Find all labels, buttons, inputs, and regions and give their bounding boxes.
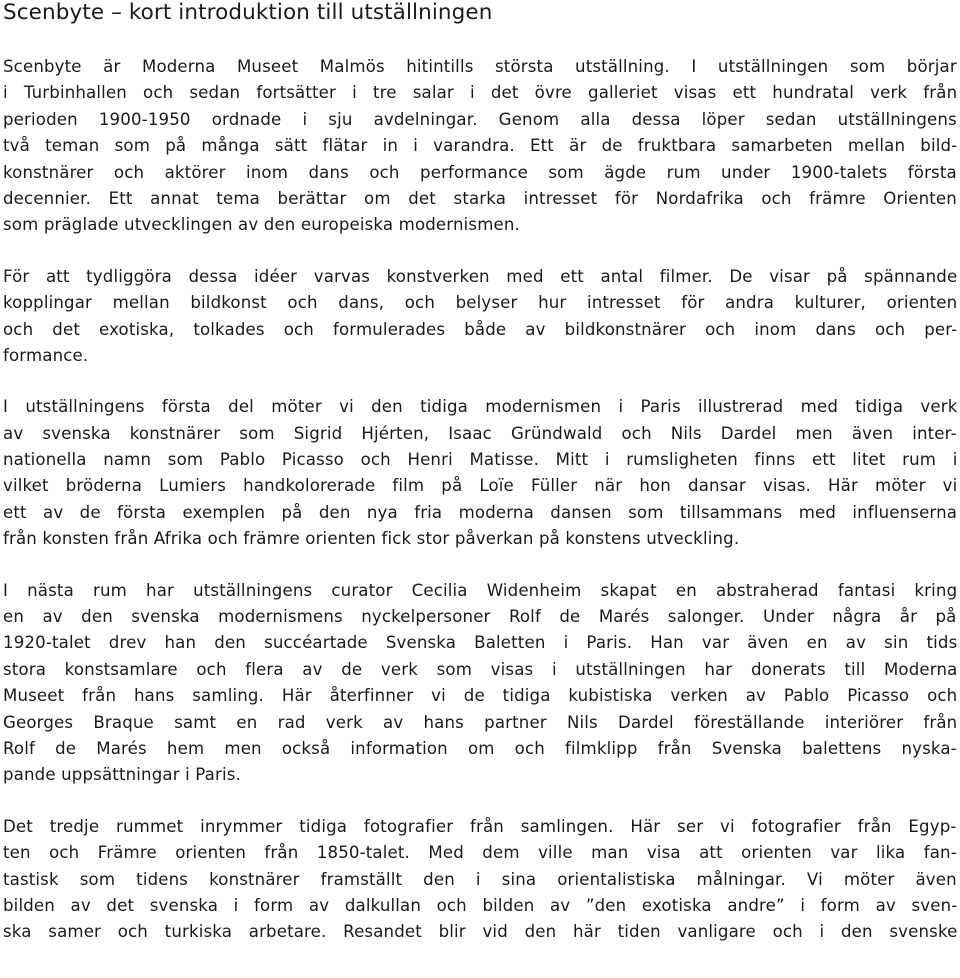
paragraph-first-part [3,394,957,552]
text-line: I utställningens första del möter vi den tidiga modernismen i Paris illustrerad med tidiga verk [3,397,957,417]
paragraph-films [3,264,957,370]
paragraph-next-room [3,578,957,789]
text-line: vilket bröderna Lumiers handkolorerade film på Loïe Füller när hon dansar visas. Här möter vi [3,476,957,496]
text-line: en av den svenska modernismens nyckelpersoner Rolf de Marés salonger. Under några år på [3,607,957,627]
text-line: perioden 1900-1950 ordnade i sju avdelningar. Genom alla dessa löper sedan utställningens [3,109,957,129]
text-line: decennier. Ett annat tema berättar om det starka intresset för Nordafrika och främre Orienten [3,188,957,208]
text-line: bilden av det svenska i form av dalkullan och bilden av ”den exotiska andre” i form av sven- [3,895,957,915]
text-line: ett av de första exemplen på den nya fria moderna dansen som tillsammans med influenserna [3,502,957,522]
text-line: formance. [3,345,89,365]
text-line: ten och Främre orienten från 1850-talet. Med dem ville man visa att orienten var lika fan- [3,843,957,863]
text-line: Georges Braque samt en rad verk av hans partner Nils Dardel föreställande interiörer från [3,712,957,732]
text-line: Museet från hans samling. Här återfinner vi de tidiga kubistiska verken av Pablo Picasso och [3,686,957,706]
body-text [3,54,957,971]
paragraph-third-room [3,814,957,946]
text-line: som präglade utvecklingen av den europeiska modernismen. [3,215,520,235]
text-line: nationella namn som Pablo Picasso och Henri Matisse. Mitt i rumsligheten finns ett litet rum i [3,450,957,470]
text-line: från konsten från Afrika och främre orienten fick stor påverkan på konstens utveckling. [3,529,740,549]
text-line: av svenska konstnärer som Sigrid Hjérten, Isaac Gründwald och Nils Dardel men även inter- [3,423,957,443]
text-line: 1920-talet drev han den succéartade Svenska Baletten i Paris. Han var även en av sin tids [3,633,957,653]
text-line: I nästa rum har utställningens curator Cecilia Widenheim skapat en abstraherad fantasi kring [3,580,957,600]
paragraph-intro [3,54,957,239]
text-line: i Turbinhallen och sedan fortsätter i tre salar i det övre galleriet visas ett hundratal verk från [3,83,957,103]
text-line: pande uppsättningar i Paris. [3,765,241,785]
text-line: ska samer och turkiska arbetare. Resandet blir vid den här tiden vanligare och i den svenske [3,922,957,942]
text-line: Det tredje rummet inrymmer tidiga fotografier från samlingen. Här ser vi fotografier från Egyp- [3,816,957,836]
text-line: Rolf de Marés hem men också information om och filmklipp från Svenska balettens nyska- [3,738,957,758]
text-line: För att tydliggöra dessa idéer varvas konstverken med ett antal filmer. De visar på spännande [3,266,957,286]
text-line: Scenbyte är Moderna Museet Malmös hitintills största utställning. I utställningen som börjar [3,57,957,76]
text-line: och det exotiska, tolkades och formulerades både av bildkonstnärer och inom dans och per- [3,319,957,339]
text-line: tastisk som tidens konstnärer framställt den i sina orientalistiska målningar. Vi möter även [3,869,957,889]
text-line: kopplingar mellan bildkonst och dans, och belyser hur intresset för andra kulturer, orienten [3,293,957,313]
text-line: två teman som på många sätt flätar in i varandra. Ett är de fruktbara samarbeten mellan bild- [3,136,957,156]
text-line: konstnärer och aktörer inom dans och performance som ägde rum under 1900-talets första [3,162,957,182]
page-title: Scenbyte – kort introduktion till utställningen [3,0,493,25]
text-line: stora konstsamlare och flera av de verk som visas i utställningen har donerats till Moderna [3,659,957,679]
document-page [3,0,957,942]
